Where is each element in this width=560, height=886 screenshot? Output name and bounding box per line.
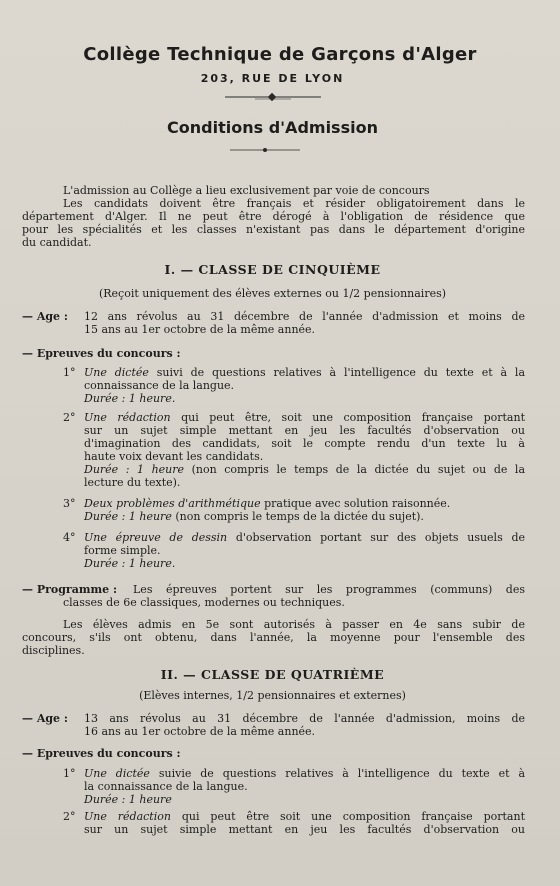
intro-line: Les candidats doivent être français et résider obligatoirement dans le (63, 197, 525, 210)
page-title: Conditions d'Admission (167, 118, 378, 137)
duration-text: Durée : 1 heure. (84, 392, 176, 405)
duration-text: Durée : 1 heure. (84, 557, 176, 570)
item-number: 2° (63, 411, 76, 424)
item-text: haute voix devant les candidats. (84, 450, 264, 463)
item-number: 3° (63, 497, 76, 510)
intro-line: L'admission au Collège a lieu exclusivement par voie de concours (63, 184, 430, 197)
item-emphasis: Une rédaction (84, 411, 171, 424)
college-name: Collège Technique de Garçons d'Alger (83, 44, 477, 65)
age-label: — Age : (22, 712, 68, 725)
item-text: suivi de questions relatives à l'intelligence du texte et à la (156, 366, 525, 379)
intro-line: du candidat. (22, 236, 92, 249)
section-note: (Reçoit uniquement des élèves externes ou 1/2 pensionnaires) (98, 287, 447, 300)
epreuves-label: — Epreuves du concours : (22, 747, 181, 760)
item-emphasis: Une dictée (84, 767, 150, 780)
age-text: 13 ans révolus au 31 décembre de l'année d'admission, moins de (84, 712, 525, 725)
section-heading: II. — CLASSE DE QUATRIÈME (160, 667, 385, 682)
ornament-divider-icon (225, 92, 321, 102)
item-text: (non compris le temps de la dictée du sujet). (175, 510, 424, 523)
duration-text: Durée : 1 heure (84, 793, 172, 806)
item-text: forme simple. (84, 544, 161, 557)
section-note: (Elèves internes, 1/2 pensionnaires et externes) (139, 689, 406, 702)
item-number: 1° (63, 366, 76, 379)
item-text: d'imagination des candidats, soit le compte rendu d'un texte lu à (84, 437, 525, 450)
intro-line: département d'Alger. Il ne peut être dérogé à l'obligation de résidence que (22, 210, 525, 223)
paragraph-line: Les élèves admis en 5e sont autorisés à passer en 4e sans subir de (63, 618, 525, 631)
age-label: — Age : (22, 310, 68, 323)
programme-text: classes de 6e classiques, modernes ou techniques. (63, 596, 345, 609)
item-emphasis: Deux problèmes d'arithmétique (84, 497, 261, 510)
item-text: pratique avec solution raisonnée. (264, 497, 451, 510)
item-text: sur un sujet simple mettant en jeu les facultés d'observation ou (84, 823, 525, 836)
item-number: 1° (63, 767, 76, 780)
item-text: suivie de questions relatives à l'intelligence du texte et à (158, 767, 525, 780)
section-heading: I. — CLASSE DE CINQUIÈME (164, 262, 381, 277)
age-text: 15 ans au 1er octobre de la même année. (84, 323, 316, 336)
item-text: qui peut être soit une composition française portant (181, 810, 525, 823)
ornament-divider-icon (230, 146, 300, 154)
item-emphasis: Une rédaction (84, 810, 171, 823)
item-text: d'observation portant sur des objets usuels de (235, 531, 525, 544)
college-address: 203, RUE DE LYON (200, 72, 345, 85)
programme-label: — Programme : (22, 583, 118, 596)
duration-text: Durée : 1 heure (84, 463, 185, 476)
item-text: la connaissance de la langue. (84, 780, 248, 793)
item-text: sur un sujet simple mettant en jeu les facultés d'observation ou (84, 424, 525, 437)
item-text: (non compris le temps de la dictée du sujet ou de la (191, 463, 526, 476)
age-text: 12 ans révolus au 31 décembre de l'année d'admission et moins de (84, 310, 525, 323)
duration-text: Durée : 1 heure (84, 510, 172, 523)
age-text: 16 ans au 1er octobre de la même année. (84, 725, 316, 738)
epreuves-label: — Epreuves du concours : (22, 347, 181, 360)
item-text: lecture du texte). (84, 476, 181, 489)
item-text: qui peut être, soit une composition française portant (181, 411, 525, 424)
item-text: connaissance de la langue. (84, 379, 235, 392)
item-number: 4° (63, 531, 76, 544)
item-emphasis: Une épreuve de dessin (84, 531, 228, 544)
item-number: 2° (63, 810, 76, 823)
paragraph-line: disciplines. (22, 644, 85, 657)
intro-line: pour les spécialités et les classes n'existant pas dans le département d'origine (22, 223, 525, 236)
paragraph-line: concours, s'ils ont obtenu, dans l'année, la moyenne pour l'ensemble des (22, 631, 525, 644)
item-emphasis: Une dictée (84, 366, 149, 379)
programme-text: Les épreuves portent sur les programmes (communs) des (133, 583, 525, 596)
